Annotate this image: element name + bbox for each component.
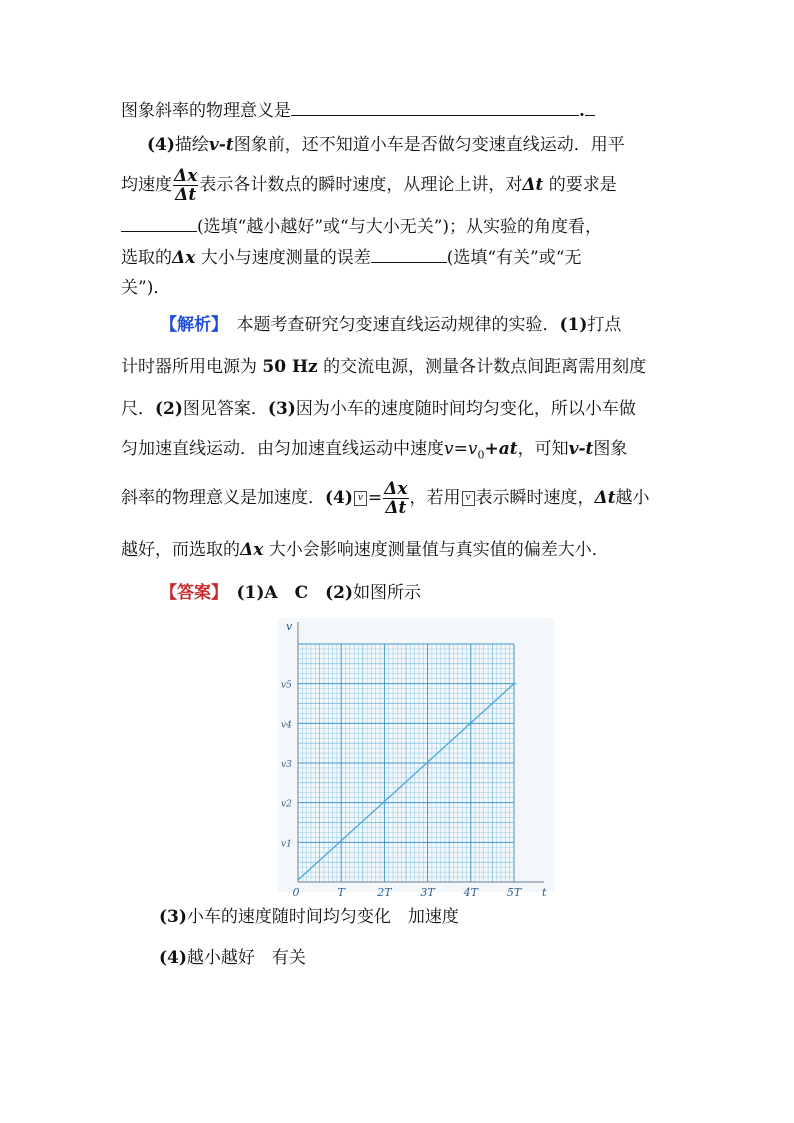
y-tick-label: v3: [281, 760, 292, 770]
vt-symbol: v-t: [568, 439, 594, 459]
text-span: 的要求是: [548, 175, 617, 195]
frequency-value: 50 Hz: [262, 357, 318, 377]
item-number: (3): [267, 399, 296, 419]
fraction-denominator: Δt: [385, 498, 407, 518]
text-span: 匀加速直线运动．由匀加速直线运动中速度: [121, 439, 444, 459]
answer-line-1: [160, 582, 421, 604]
text-span: 表示各计数点的瞬时速度，从理论上讲，对: [199, 175, 523, 195]
x-tick-label: 3T: [420, 886, 435, 899]
analysis-line-4: [121, 438, 627, 466]
text-span: 大小与速度测量的误差: [200, 248, 371, 268]
answer-blank: [291, 99, 579, 116]
question-text: 图象斜率的物理意义是: [121, 101, 291, 121]
text-span: 尺．: [121, 399, 155, 419]
answer-text: (1)A C (2): [236, 583, 354, 603]
text-span: 计时器所用电源为: [121, 357, 257, 377]
text-span: 图象前，还不知道小车是否做匀变速直线运动．用平: [233, 135, 625, 155]
answer-text: 如图所示: [353, 583, 422, 603]
text-span: 打点: [587, 315, 622, 335]
fraction-dx-dt: [173, 167, 198, 204]
dx-symbol: Δx: [240, 540, 264, 560]
plus-sign: +: [484, 439, 499, 459]
question-line-6: [121, 277, 170, 299]
analysis-line-1: [160, 314, 621, 336]
y-tick-label: v2: [281, 799, 292, 810]
question-number: (4): [147, 135, 175, 155]
text-span: 越好，而选取的: [121, 540, 240, 560]
y-tick-label: v5: [281, 680, 292, 691]
vt-graph: [278, 618, 554, 899]
item-number: (4): [159, 948, 187, 968]
text-span: 均速度: [121, 175, 172, 195]
dx-symbol: Δx: [172, 248, 196, 268]
dt-symbol: Δt: [594, 488, 616, 508]
question-line-4: [121, 215, 602, 238]
text-span: 的交流电源，测量各计数点间距离需用刻度: [323, 357, 647, 377]
text-span: 斜率的物理意义是加速度．: [121, 488, 325, 508]
y-tick-label: v1: [281, 839, 292, 850]
x-tick-label: T: [337, 886, 345, 899]
dt-symbol: Δt: [522, 175, 544, 195]
answer-tag: 【答案】: [160, 583, 220, 603]
answer-text: 小车的速度随时间均匀变化 加速度: [186, 907, 459, 927]
text-span: 因为小车的速度随时间均匀变化，所以小车做: [295, 399, 636, 419]
text-span: 越小: [615, 488, 650, 508]
answer-text: 越小越好 有关: [186, 948, 306, 968]
subscript: 0: [477, 448, 485, 462]
y-tick-label: v4: [281, 720, 292, 731]
period: .: [579, 101, 585, 121]
x-tick-label: 0: [292, 886, 300, 899]
text-span: 本题考查研究匀变速直线运动规律的实验．: [236, 315, 560, 335]
answer-blank-end: [585, 99, 595, 116]
answer-blank: [371, 246, 447, 263]
text-span: 选取的: [121, 248, 172, 268]
analysis-line-2: [121, 356, 646, 378]
equals-sign: =: [367, 488, 383, 508]
at-symbol: at: [498, 439, 518, 459]
question-line-1: [121, 99, 595, 122]
answer-line-3: [159, 906, 459, 928]
v-symbol: v: [444, 439, 454, 459]
text-span: 图见答案．: [182, 399, 268, 419]
analysis-line-5: [121, 476, 650, 520]
text-span: ，若用: [409, 488, 461, 508]
text-span: 表示瞬时速度，: [475, 488, 595, 508]
item-number: (2): [155, 399, 183, 419]
item-number: (4): [325, 488, 353, 508]
x-tick-label: 2T: [377, 886, 392, 899]
text-span: (选填“越小越好”或“与大小无关”)；从实验的角度看，: [197, 217, 603, 237]
x-tick-label: 4T: [463, 886, 478, 899]
item-number: (3): [159, 907, 187, 927]
fraction-numerator: Δx: [174, 166, 198, 186]
analysis-line-6: [121, 539, 609, 561]
answer-line-4: [159, 947, 306, 969]
vbar-box: v: [462, 491, 475, 506]
analysis-line-3: [121, 398, 636, 420]
text-span: 大小会影响速度测量值与真实值的偏差大小．: [268, 540, 609, 560]
analysis-tag: 【解析】: [160, 315, 220, 335]
equals-sign: =: [453, 439, 468, 459]
vbar-box: v: [354, 491, 367, 506]
x-tick-label: 5T: [506, 886, 522, 899]
vt-symbol: v-t: [208, 135, 234, 155]
question-line-5: [121, 246, 581, 269]
text-span: (选填“有关”或“无: [446, 248, 582, 268]
question-line-2: [147, 134, 625, 156]
fraction-numerator: Δx: [384, 479, 408, 499]
item-number: (1): [559, 315, 588, 335]
fraction-denominator: Δt: [175, 185, 197, 205]
text-span: 图象: [593, 439, 628, 459]
text-span: ，可知: [517, 439, 569, 459]
text-span: 描绘: [174, 135, 209, 155]
text-span: 关”)．: [121, 278, 171, 298]
v0-symbol: v: [467, 439, 478, 459]
y-axis-label: v: [286, 620, 293, 633]
question-line-3: [121, 166, 617, 204]
fraction-dx-dt: [383, 480, 408, 517]
answer-blank: [121, 215, 197, 232]
x-axis-label: t: [542, 886, 547, 899]
